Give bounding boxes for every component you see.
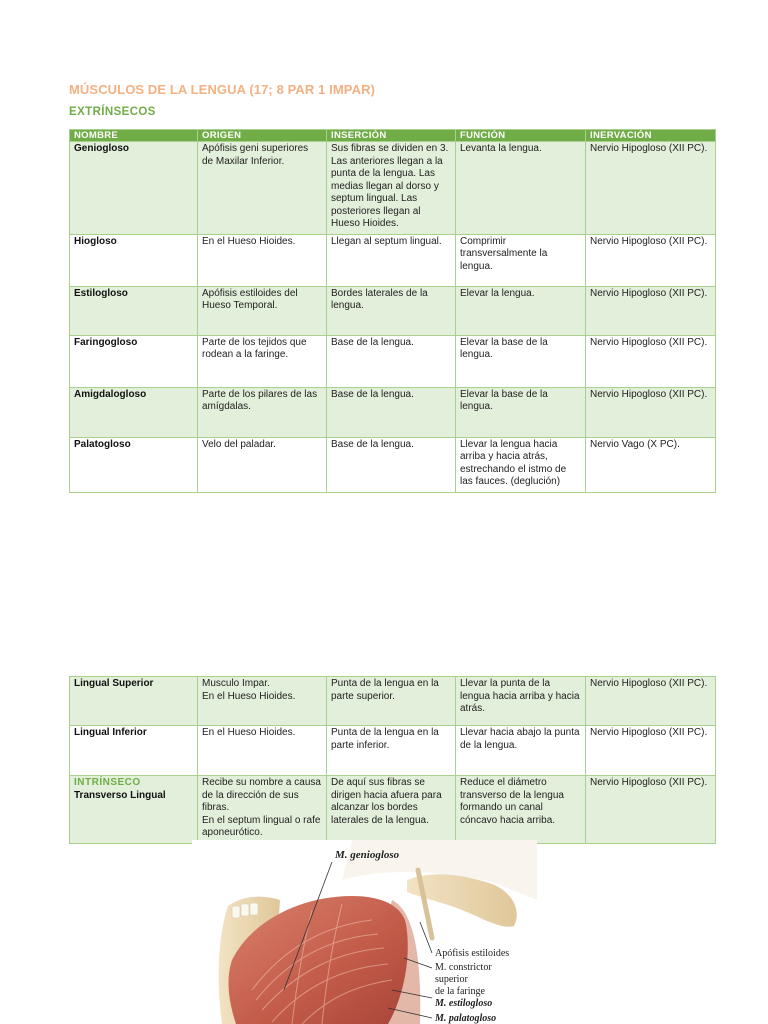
cell-nombre: Hiogloso	[70, 234, 198, 286]
label-apofisis-estiloides: Apófisis estiloides	[435, 948, 510, 959]
cell-insercion: Bordes laterales de la lengua.	[327, 286, 456, 335]
cell-funcion: Comprimir transversalmente la lengua.	[456, 234, 586, 286]
anatomy-illustration	[192, 840, 537, 1024]
cell-origen: Parte de los tejidos que rodean a la faringe.	[198, 335, 327, 387]
header-origen: ORIGEN	[198, 130, 327, 142]
cell-nombre: Estilogloso	[70, 286, 198, 335]
cell-origen: Musculo Impar. En el Hueso Hioides.	[198, 677, 327, 726]
cell-origen: Velo del paladar.	[198, 437, 327, 492]
cell-inervacion: Nervio Hipogloso (XII PC).	[586, 387, 716, 437]
cell-funcion: Elevar la base de la lengua.	[456, 335, 586, 387]
cell-insercion: Base de la lengua.	[327, 387, 456, 437]
cell-origen: Parte de los pilares de las amígdalas.	[198, 387, 327, 437]
cell-inervacion: Nervio Hipogloso (XII PC).	[586, 142, 716, 235]
cell-nombre: Lingual Superior	[70, 677, 198, 726]
label-palatogloso: M. palatogloso	[435, 1013, 497, 1024]
tongue-muscles-drawing	[192, 840, 537, 1024]
cell-nombre	[70, 776, 198, 844]
cell-inervacion: Nervio Hipogloso (XII PC).	[586, 335, 716, 387]
cell-insercion: Punta de la lengua en la parte superior.	[327, 677, 456, 726]
extrinsic-muscles-table	[69, 129, 716, 493]
cell-funcion: Reduce el diámetro transverso de la lengua formando un canal cóncavo hacia arriba.	[456, 776, 586, 844]
page-title: MÚSCULOS DE LA LENGUA (17; 8 PAR 1 IMPAR)	[69, 82, 376, 97]
cell-insercion: Base de la lengua.	[327, 335, 456, 387]
header-nombre: NOMBRE	[70, 130, 198, 142]
cell-insercion: Sus fibras se dividen en 3. Las anteriores llegan a la punta de la lengua. Las medias llegan al dorso y septum lingual. Las posteriores llegan al Hueso Hioides.	[327, 142, 456, 235]
cell-nombre: Lingual Inferior	[70, 726, 198, 776]
cell-origen: Apófisis estiloides del Hueso Temporal.	[198, 286, 327, 335]
cell-insercion: De aquí sus fibras se dirigen hacia afuera para alcanzar los bordes laterales de la lengua.	[327, 776, 456, 844]
cell-funcion: Llevar la punta de la lengua hacia arriba y hacia atrás.	[456, 677, 586, 726]
table-row	[70, 335, 716, 387]
cell-funcion: Levanta la lengua.	[456, 142, 586, 235]
header-inervacion: INERVACIÓN	[586, 130, 716, 142]
cell-origen: En el Hueso Hioides.	[198, 234, 327, 286]
section-title-extrinsic: EXTRÍNSECOS	[69, 106, 156, 118]
cell-funcion: Llevar la lengua hacia arriba y hacia atrás, estrechando el istmo de las fauces. (deglución)	[456, 437, 586, 492]
cell-inervacion: Nervio Hipogloso (XII PC).	[586, 677, 716, 726]
table-row	[70, 677, 716, 726]
label-constrictor-superior: superior	[435, 974, 468, 985]
cell-nombre: Palatogloso	[70, 437, 198, 492]
cell-insercion: Llegan al septum lingual.	[327, 234, 456, 286]
header-insercion: INSERCIÓN	[327, 130, 456, 142]
cell-inervacion: Nervio Hipogloso (XII PC).	[586, 726, 716, 776]
cell-inervacion: Nervio Hipogloso (XII PC).	[586, 234, 716, 286]
cell-inervacion: Nervio Hipogloso (XII PC).	[586, 286, 716, 335]
lingual-muscles-table	[69, 676, 716, 844]
subsection-intrinsic-label: INTRÍNSECO	[74, 777, 141, 788]
label-constrictor: M. constrictor	[435, 962, 492, 973]
cell-nombre: Amigdalogloso	[70, 387, 198, 437]
cell-origen: Recibe su nombre a causa de la dirección de sus fibras. En el septum lingual o rafe aponeurótico.	[198, 776, 327, 844]
label-geniogloso: M. geniogloso	[335, 849, 400, 861]
table-row	[70, 234, 716, 286]
cell-origen: En el Hueso Hioides.	[198, 726, 327, 776]
header-funcion: FUNCIÓN	[456, 130, 586, 142]
cell-insercion: Base de la lengua.	[327, 437, 456, 492]
table-row	[70, 776, 716, 844]
table-row	[70, 387, 716, 437]
cell-inervacion: Nervio Hipogloso (XII PC).	[586, 776, 716, 844]
table-header-row	[70, 130, 716, 142]
cell-funcion: Elevar la base de la lengua.	[456, 387, 586, 437]
table-row	[70, 142, 716, 235]
cell-funcion: Llevar hacia abajo la punta de la lengua.	[456, 726, 586, 776]
cell-funcion: Elevar la lengua.	[456, 286, 586, 335]
table-row	[70, 726, 716, 776]
cell-origen: Apófisis geni superiores de Maxilar Inferior.	[198, 142, 327, 235]
cell-nombre: Faringogloso	[70, 335, 198, 387]
label-estilogloso: M. estilogloso	[435, 998, 493, 1009]
label-constrictor-faringe: de la faringe	[435, 986, 485, 997]
cell-insercion: Punta de la lengua en la parte inferior.	[327, 726, 456, 776]
table-row	[70, 286, 716, 335]
cell-inervacion: Nervio Vago (X PC).	[586, 437, 716, 492]
cell-nombre: Geniogloso	[70, 142, 198, 235]
table-row	[70, 437, 716, 492]
muscle-name: Transverso Lingual	[74, 789, 166, 801]
